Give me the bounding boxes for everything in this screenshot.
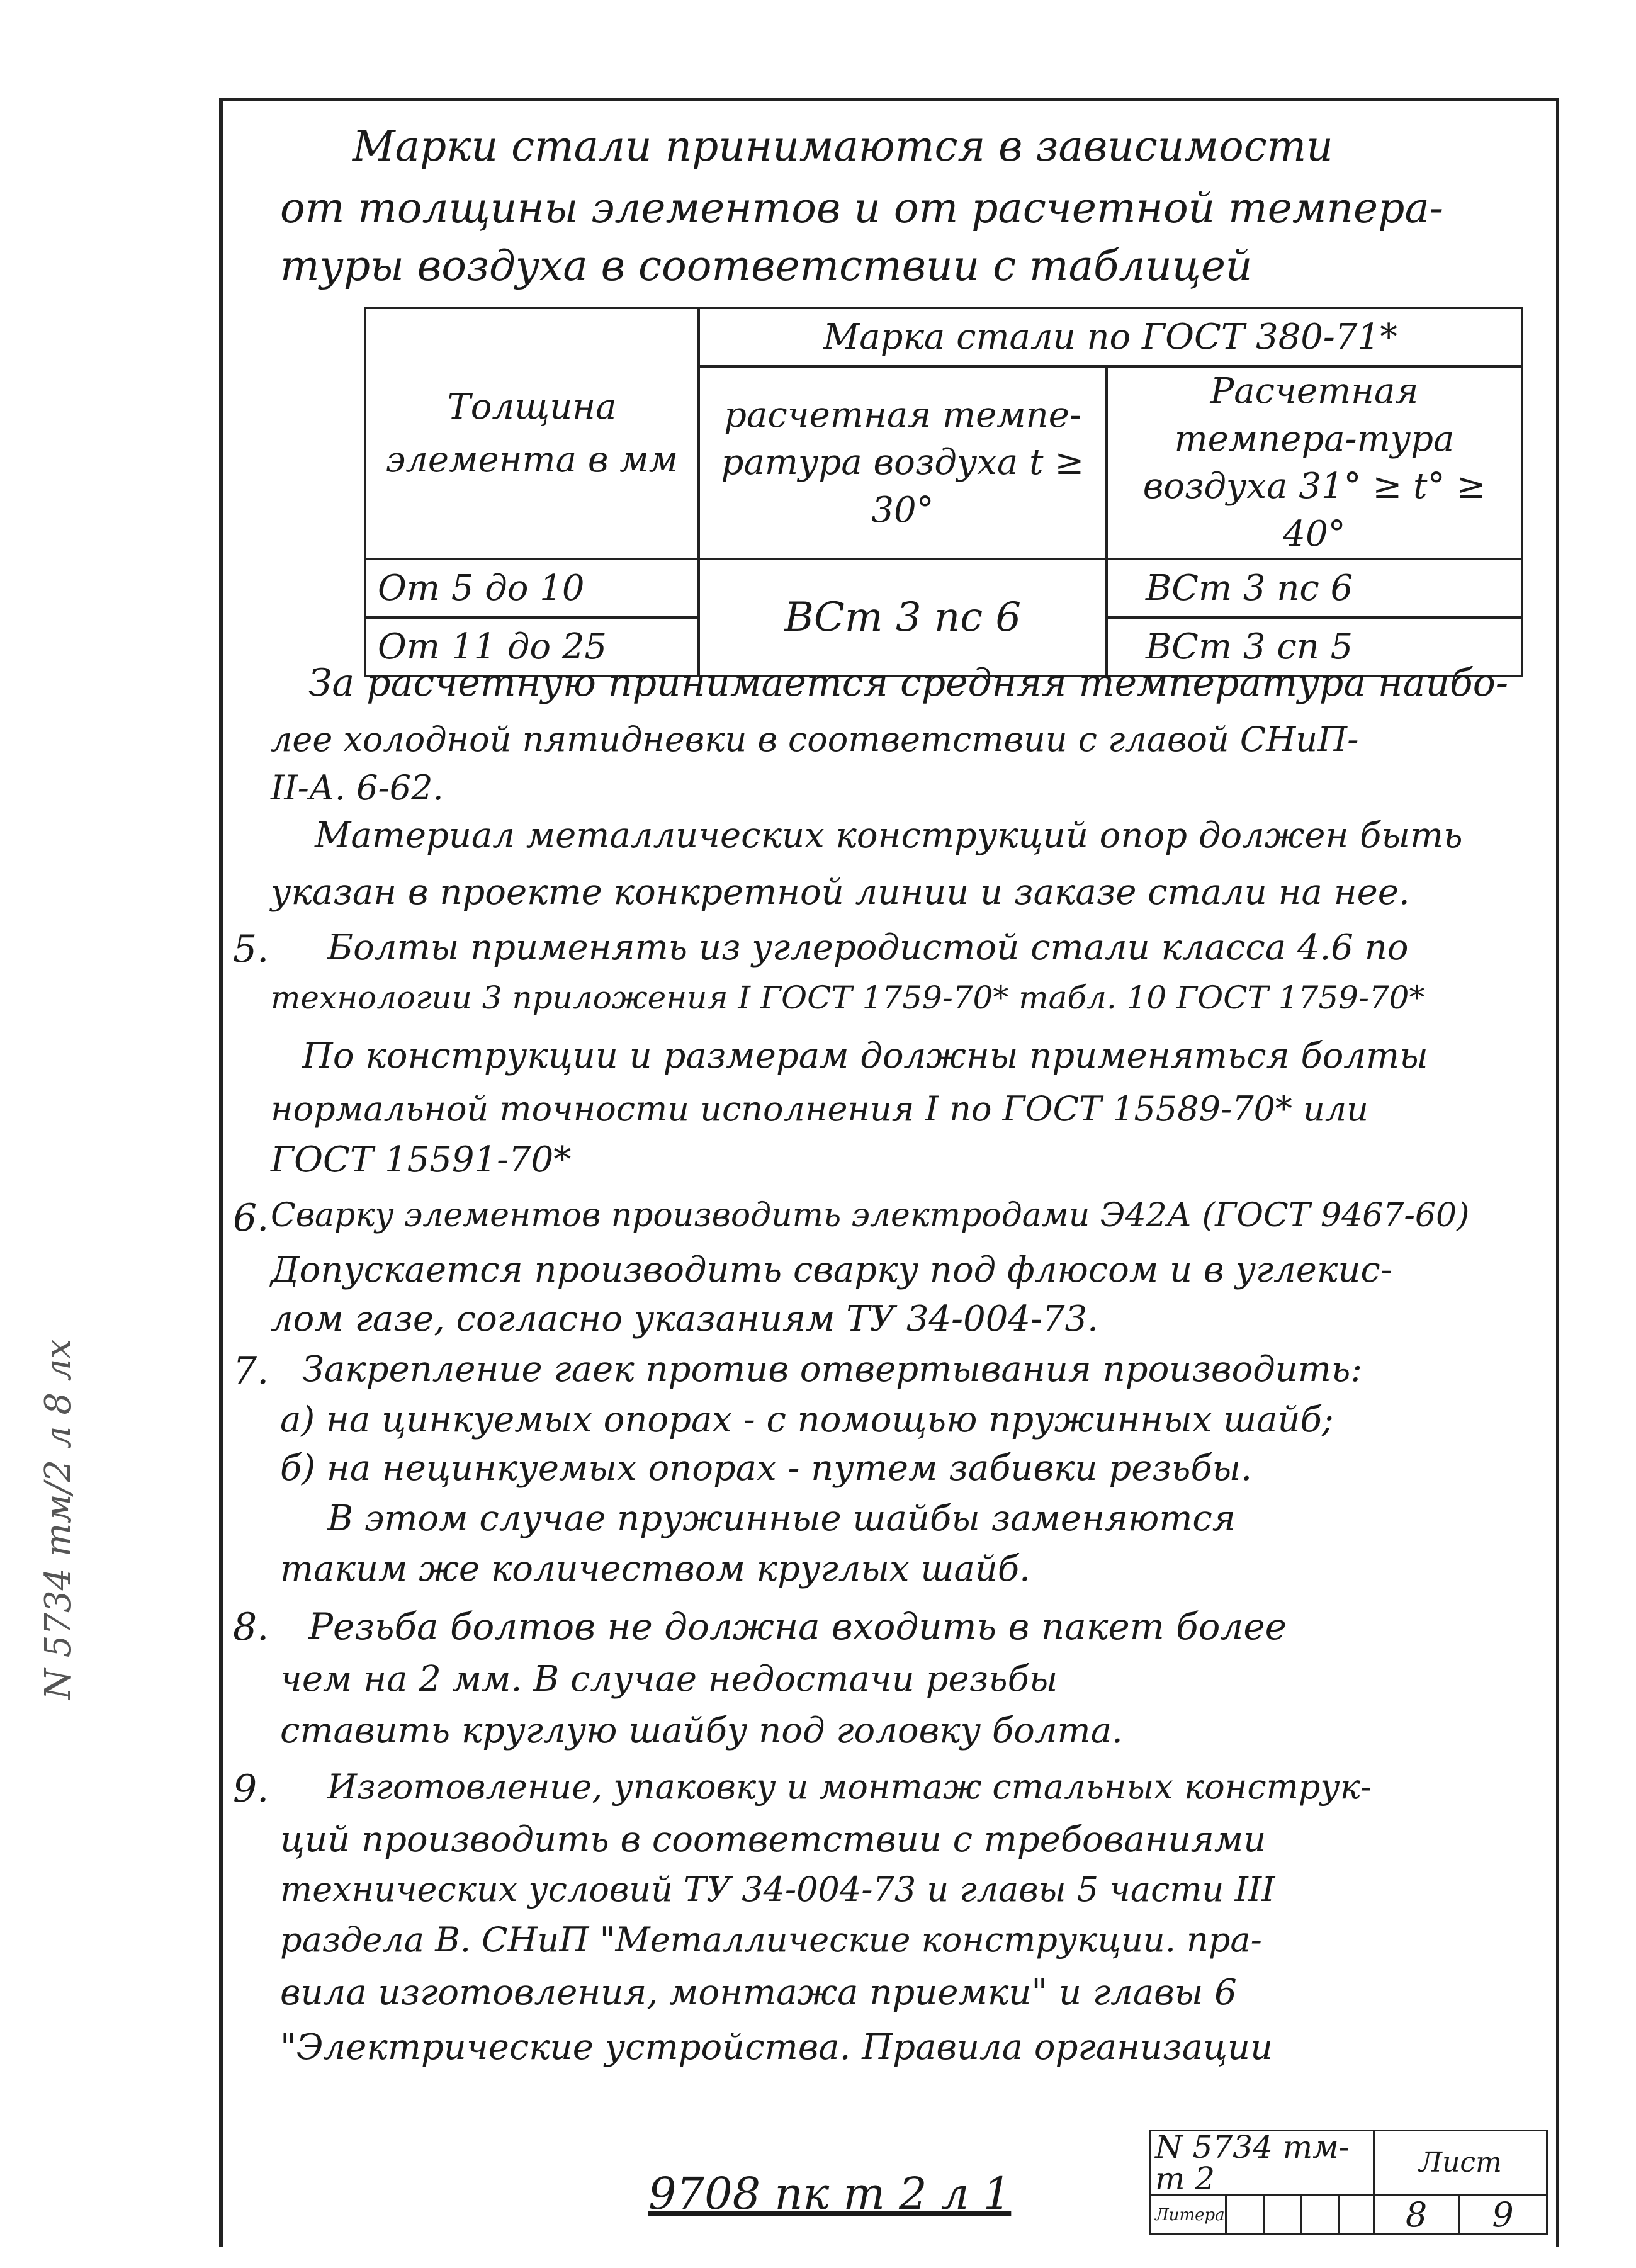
title-block [1149,2130,1548,2235]
temp-line-3: II-А. 6-62. [271,768,444,808]
item-9-line-1: Изготовление, упаковку и монтаж стальных конструк- [327,1767,1372,1807]
litera-label: Литера [1151,2196,1226,2235]
temp-line-1: За расчетную принимается средняя температура наибо- [308,661,1509,705]
item-7-number: 7. [233,1349,269,1393]
item-5-line-5: ГОСТ 15591-70* [271,1139,572,1180]
inventory-number: 9708 пк т 2 л 1 [648,2168,1012,2220]
temp-a-header: расчетная темпе-ратура воздуха t ≥ 30° [699,366,1107,559]
item-5-line-3: По конструкции и размерам должны применяться болты [302,1035,1428,1076]
material-line-2: указан в проекте конкретной линии и заказе стали на нее. [271,872,1410,913]
item-8-line-2: чем на 2 мм. В случае недостачи резьбы [280,1659,1058,1700]
item-6-number: 6. [233,1196,269,1240]
litera-cell-1 [1226,2196,1264,2235]
item-5-line-4: нормальной точности исполнения I по ГОСТ 15589-70* или [271,1089,1369,1129]
steel-grade-table [364,307,1523,677]
item-9-line-6: "Электрические устройства. Правила организации [280,2027,1273,2068]
item-6-line-2: Допускается производить сварку под флюсом и в углекис- [271,1250,1392,1290]
item-8-number: 8. [233,1605,269,1649]
sheet-label: Лист [1374,2131,1547,2196]
thickness-header: Толщина элемента в мм [365,308,699,559]
doc-number: N 5734 тм-т 2 [1151,2131,1374,2196]
litera-cell-4 [1340,2196,1374,2235]
grade-header: Марка стали по ГОСТ 380-71* [699,308,1522,366]
material-line-1: Материал металлических конструкций опор должен быть [315,815,1463,856]
item-7-line-2: а) на цинкуемых опорах - с помощью пружинных шайб; [280,1399,1334,1440]
row-1-thickness: От 5 до 10 [365,559,699,618]
item-8-line-1: Резьба болтов не должна входить в пакет более [308,1605,1287,1648]
item-5-number: 5. [233,927,269,971]
litera-cell-3 [1302,2196,1340,2235]
item-6-line-1: Сварку элементов производить электродами Э42А (ГОСТ 9467-60) [271,1197,1470,1234]
row-2-grade-b: ВСт 3 сп 5 [1107,618,1522,676]
sheet-number: 8 [1374,2196,1459,2235]
item-7-line-4: В этом случае пружинные шайбы заменяются [327,1498,1236,1539]
intro-line-2: от толщины элементов и от расчетной темпера- [280,184,1443,232]
item-8-line-3: ставить круглую шайбу под головку болта. [280,1710,1123,1751]
row-1-grade-b: ВСт 3 пс 6 [1107,559,1522,618]
item-9-line-4: раздела В. СНиП "Металлические конструкции. пра- [280,1920,1262,1960]
temp-b-header: Расчетная темпера-тура воздуха 31° ≥ t° ≥ 40° [1107,366,1522,559]
item-5-line-2: технологии 3 приложения I ГОСТ 1759-70* табл. 10 ГОСТ 1759-70* [271,979,1425,1016]
item-9-line-5: вила изготовления, монтажа приемки" и главы 6 [280,1972,1237,2013]
item-5-line-1: Болты применять из углеродистой стали класса 4.6 по [327,927,1409,968]
item-7-line-5: таким же количеством круглых шайб. [280,1549,1030,1589]
item-9-number: 9. [233,1767,269,1811]
intro-line-3: туры воздуха в соответствии с таблицей [280,242,1253,290]
item-7-line-1: Закрепление гаек против отвертывания производить: [302,1349,1363,1390]
sheet-total: 9 [1459,2196,1547,2235]
intro-line-1: Марки стали принимаются в зависимости [353,122,1333,171]
side-note: N 5734 тм/2 л 8 лх [38,1338,79,1700]
item-7-line-3: б) на нецинкуемых опорах - путем забивки резьбы. [280,1448,1252,1489]
litera-cell-2 [1264,2196,1302,2235]
row-2-thickness: От 11 до 25 [365,618,699,676]
item-6-line-3: лом газе, согласно указаниям ТУ 34-004-73. [271,1299,1098,1340]
temp-line-2: лее холодной пятидневки в соответствии с главой СНиП- [271,719,1359,759]
item-9-line-2: ций производить в соответствии с требованиями [280,1819,1266,1860]
grade-a-merged: ВСт 3 пс 6 [699,559,1107,676]
item-9-line-3: технических условий ТУ 34-004-73 и главы 5 части III [280,1870,1275,1909]
